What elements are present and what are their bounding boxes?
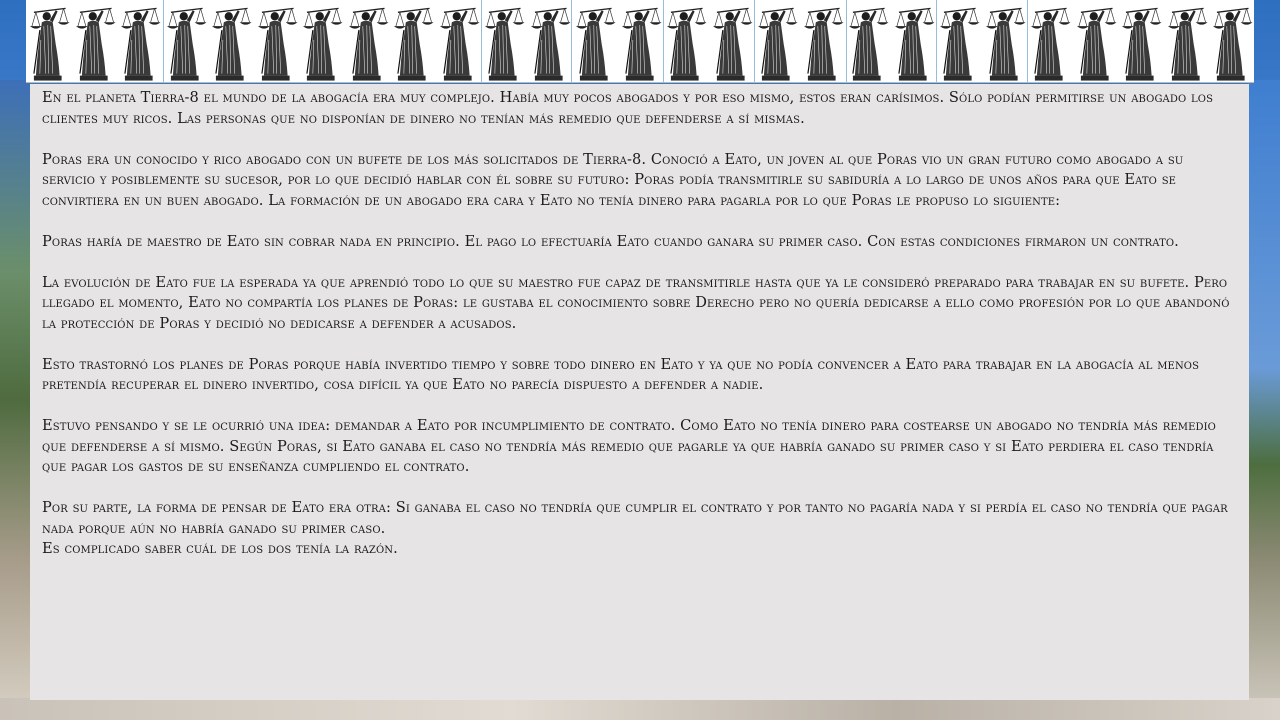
justice-statue-icon bbox=[72, 0, 118, 82]
justice-statue-icon bbox=[299, 0, 345, 82]
story-paragraph-1: En el planeta Tierra-8 el mundo de la abogacía era muy complejo. Había muy pocos abogados y por eso mismo, estos eran carísimos. Sólo podían permitirse un abogado los clientes muy ricos. Las personas que no disponían de dinero no tenían más remedio que defenderse a sí mismas. bbox=[42, 89, 1214, 127]
banner-divider bbox=[571, 0, 572, 82]
justice-statue-icon bbox=[26, 0, 72, 82]
justice-statue-icon bbox=[208, 0, 254, 82]
justice-statue-icon bbox=[1118, 0, 1164, 82]
banner-divider bbox=[1027, 0, 1028, 82]
justice-statue-icon bbox=[1209, 0, 1254, 82]
banner-divider bbox=[846, 0, 847, 82]
justice-statue-icon bbox=[572, 0, 618, 82]
justice-statue-icon bbox=[117, 0, 163, 82]
justice-statue-icon bbox=[163, 0, 209, 82]
story-text-panel bbox=[30, 84, 1249, 700]
banner-divider bbox=[481, 0, 482, 82]
banner-divider bbox=[163, 0, 164, 82]
justice-statue-icon bbox=[800, 0, 846, 82]
story-paragraph-6: Estuvo pensando y se le ocurrió una idea: demandar a Eato por incumplimiento de contrato. Como Eato no tenía dinero para costearse un abogado no tendría más remedio que defenderse a sí mismo. Según Poras, si Eato ganaba el caso no tendría más remedio que pagarle ya que habría ganado su primer caso y si Eato perdiera el caso tendría que pagar los gastos de su enseñanza cumpliendo el contrato. bbox=[42, 417, 1216, 475]
story-paragraph-5: Esto trastornó los planes de Poras porque había invertido tiempo y sobre todo dinero en Eato y ya que no podía convencer a Eato para trabajar en la abogacía al menos pretendía recuperar el dinero invertido, cosa difícil ya que Eato no parecía dispuesto a defender a nadie. bbox=[42, 355, 1200, 393]
justice-statue-icon bbox=[618, 0, 664, 82]
justice-statue-icon bbox=[436, 0, 482, 82]
banner-divider bbox=[936, 0, 937, 82]
story-paragraph-3: Poras haría de maestro de Eato sin cobrar nada en principio. El pago lo efectuaría Eato cuando ganara su primer caso. Con estas condiciones firmaron un contrato. bbox=[42, 232, 1179, 250]
justice-statue-icon bbox=[845, 0, 891, 82]
justice-statue-icon bbox=[345, 0, 391, 82]
background-scenery-bottom bbox=[0, 698, 1280, 720]
background-scenery-left bbox=[0, 80, 30, 720]
justice-statue-icon bbox=[390, 0, 436, 82]
justice-statue-icon bbox=[527, 0, 573, 82]
banner-divider bbox=[754, 0, 755, 82]
justice-statue-icon bbox=[982, 0, 1028, 82]
story-paragraph-4: La evolución de Eato fue la esperada ya que aprendió todo lo que su maestro fue capaz de transmitirle hasta que ya le consideró preparado para trabajar en su bufete. Pero llegado el momento, Eato no compartía los planes de Poras: le gustaba el conocimiento sobre Derecho pero no quería dedicarse a ello como profesión por lo que abandonó la protección de Poras y decidió no dedicarse a defender a acusados. bbox=[42, 273, 1230, 332]
justice-statue-icon bbox=[254, 0, 300, 82]
story-paragraph-2: Poras era un conocido y rico abogado con un bufete de los más solicitados de Tierra-8. Conoció a Eato, un joven al que Poras vio un gran futuro como abogado a su servicio y posiblemente su sucesor, por lo que decidió hablar con él sobre su futuro: Poras podía transmitirle su sabiduría a lo largo de unos años para que Eato se convirtiera en un buen abogado. La formación de un abogado era cara y Eato no tenía dinero para pagarla por lo que Poras le propuso lo siguiente: bbox=[42, 150, 1184, 209]
justice-statue-icon bbox=[663, 0, 709, 82]
justice-statue-icon bbox=[709, 0, 755, 82]
justice-statue-icon bbox=[936, 0, 982, 82]
justice-statue-icon bbox=[481, 0, 527, 82]
story-paragraph-7: Por su parte, la forma de pensar de Eato era otra: Si ganaba el caso no tendría que cumplir el contrato y por tanto no pagaría nada y si perdía el caso no tendría que pagar nada porque aún no habría ganado su primer caso. Es complicado saber cuál de los dos tenía la razón. bbox=[42, 499, 1228, 557]
banner-divider bbox=[663, 0, 664, 82]
justice-statue-icon bbox=[891, 0, 937, 82]
justice-statue-icon bbox=[1164, 0, 1210, 82]
justice-statue-icon bbox=[754, 0, 800, 82]
justice-statue-banner bbox=[26, 0, 1254, 83]
background-scenery-right bbox=[1248, 80, 1280, 720]
justice-statue-icon bbox=[1027, 0, 1073, 82]
justice-statue-icon bbox=[1073, 0, 1119, 82]
